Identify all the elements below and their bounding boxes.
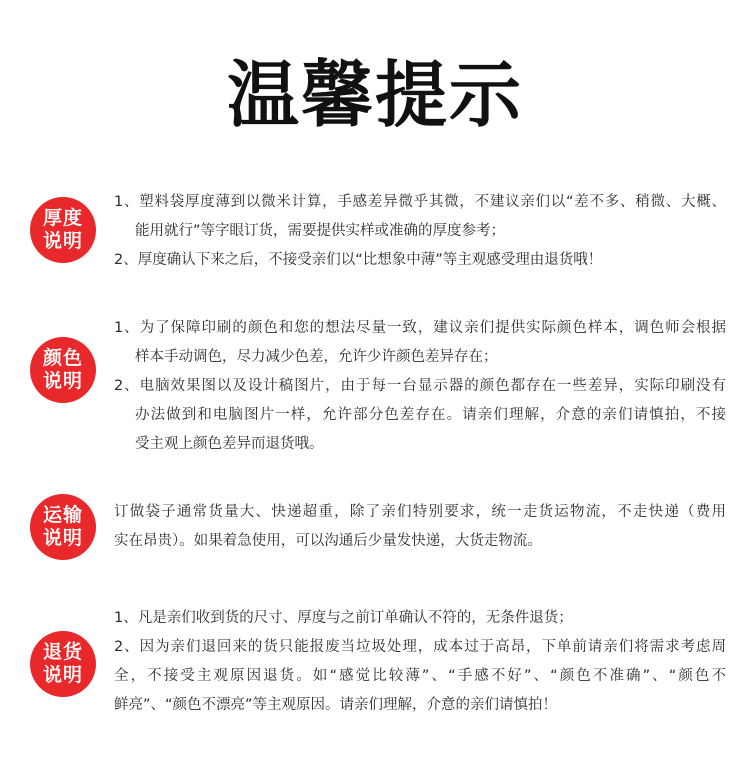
returns-badge	[30, 631, 96, 697]
text-line: 2、因为亲们退回来的货只能报废当垃圾处理，成本过于高昂，下单前请亲们将需求考虑周	[114, 639, 726, 655]
shipping-badge	[30, 494, 96, 560]
text-line: 1、凡是亲们收到货的尺寸、厚度与之前订单确认不符的，无条件退货；	[114, 610, 573, 626]
thickness-badge	[30, 197, 96, 263]
text-line: 全，不接受主观原因退货。如“感觉比较薄”、“手感不好”、“颜色不准确”、“颜色不	[114, 668, 726, 684]
badge-line-2: 说明	[42, 664, 83, 686]
thickness-text	[114, 188, 726, 275]
badge-line-2: 说明	[42, 230, 83, 252]
text-line: 1、为了保障印刷的颜色和您的想法尽量一致，建议亲们提供实际颜色样本，调色师会根据	[114, 320, 726, 336]
text-line: 样本手动调色，尽力减少色差，允许少许颜色差异存在；	[135, 349, 498, 365]
badge-line-1: 退货	[42, 641, 83, 663]
text-line: 鲜亮”、“颜色不漂亮”等主观原因。请亲们理解，介意的亲们请慎拍！	[114, 697, 558, 713]
color-badge	[30, 337, 96, 403]
text-line: 1、塑料袋厚度薄到以微米计算，手感差异微乎其微，不建议亲们以“差不多、稍微、大概、	[114, 194, 726, 210]
badge-line-1: 运输	[42, 504, 83, 526]
text-line: 实在昂贵）。如果着急使用，可以沟通后少量发快递，大货走物流。	[114, 533, 542, 549]
badge-line-1: 厚度	[42, 207, 83, 229]
badge-line-2: 说明	[42, 370, 83, 392]
text-line: 能用就行”等字眼订货，需要提供实样或准确的厚度参考；	[135, 223, 506, 239]
page-title: 温馨提示	[226, 53, 523, 137]
text-line: 2、厚度确认下来之后，不接受亲们以“比想象中薄”等主观感受理由退货哦！	[114, 252, 603, 268]
shipping-text	[114, 498, 726, 556]
text-line: 办法做到和电脑图片一样，允许部分色差存在。请亲们理解，介意的亲们请慎拍，不接	[135, 407, 726, 423]
text-line: 订做袋子通常货量大、快递超重，除了亲们特别要求，统一走货运物流，不走快递（费用	[114, 504, 726, 520]
badge-line-2: 说明	[42, 527, 83, 549]
text-line: 2、电脑效果图以及设计稿图片，由于每一台显示器的颜色都存在一些差异，实际印刷没有	[114, 378, 726, 394]
returns-text	[114, 604, 726, 720]
text-line: 受主观上颜色差异而退货哦。	[135, 436, 324, 452]
badge-line-1: 颜色	[42, 347, 83, 369]
color-text	[114, 314, 726, 459]
